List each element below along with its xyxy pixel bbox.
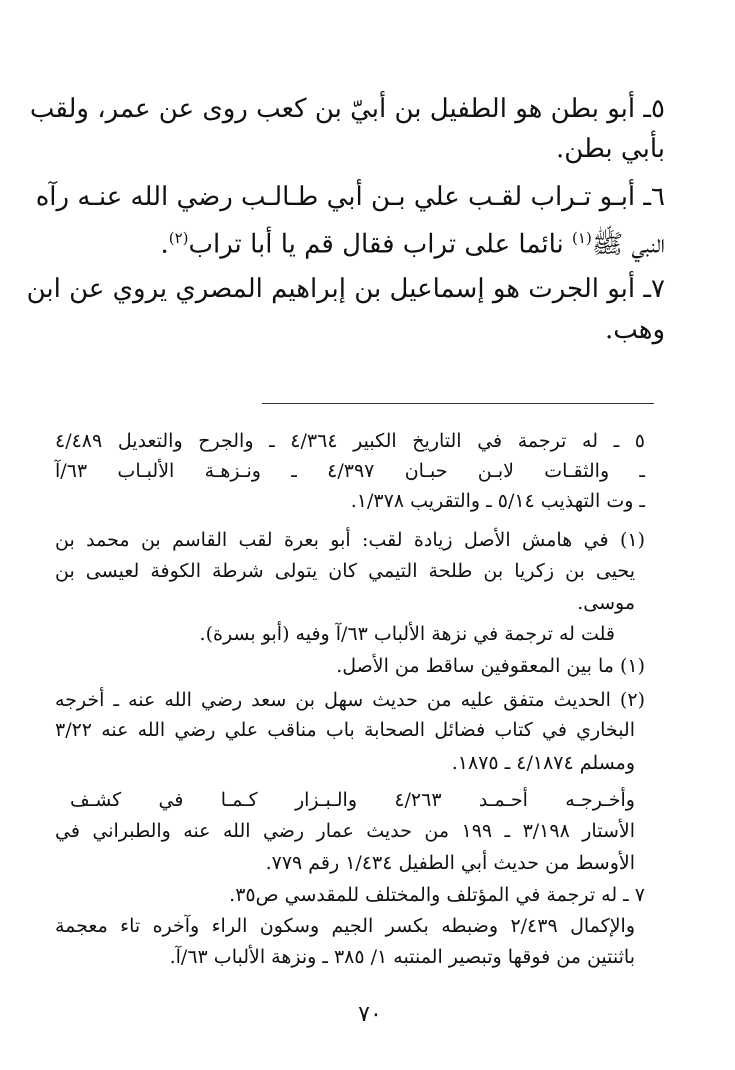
footnote-1a-line-2: يحيى بن زكريا بن طلحة التيمي كان يتولى شرطة الكوفة لعيسى بن (55, 560, 635, 582)
footnote-7-line-3: باثنتين من فوقها وتبصير المنتبه ١/ ٣٨٥ ـ ونزهة الألباب ٦٣/آ. (169, 946, 635, 968)
footnote-2-line-4: وأخـرجـه أحـمـد ٤/٢٦٣ والـبـزار كـمـا في كشـف (70, 789, 635, 811)
footnote-2-line-2: البخاري في كتاب فضائل الصحابة باب مناقب علي رضي الله عنه ٣/٢٢ (55, 719, 635, 741)
entry-6-text-end: . (160, 229, 169, 260)
footnote-2-line-3: ومسلم ٤/١٨٧٤ ـ ١٨٧٥. (451, 752, 635, 774)
entry-5-line-2: بأبي بطن. (556, 134, 665, 164)
footnote-1a-line-4: قلت له ترجمة في نزهة الألباب ٦٣/آ وفيه (أبو بسرة). (199, 623, 615, 645)
page-number: ٧٠ (358, 1002, 382, 1027)
footnote-2-line-1: (٢) الحديث متفق عليه من حديث سهل بن سعد رضي الله عنه ـ أخرجه (55, 689, 645, 711)
footnote-1b-line-1: (١) ما بين المعقوفين ساقط من الأصل. (336, 655, 645, 677)
entry-6-text-b: نائما على تراب فقال قم يا أبا تراب (188, 229, 573, 260)
footnote-1a-line-1: (١) في هامش الأصل زيادة لقب: أبو بعرة لقب القاسم بن محمد بن (55, 529, 645, 551)
footnote-7-line-2: والإكمال ٢/٤٣٩ وضبطه بكسر الجيم وسكون الراء وآخره تاء معجمة (55, 915, 635, 937)
footnote-ref-2: (٢) (168, 229, 189, 247)
footnote-5-line-1: ٥ ـ له ترجمة في التاريخ الكبير ٤/٣٦٤ ـ والجرح والتعديل ٤/٤٨٩ (55, 430, 645, 452)
footnote-7-line-1: ٧ ـ له ترجمة في المؤتلف والمختلف للمقدسي ص٣٥. (229, 884, 645, 906)
entry-5-line-1: ٥ـ أبو بطن هو الطفيل بن أبيّ بن كعب روى عن عمر، ولقب (29, 94, 665, 124)
entry-7-line-2: وهب. (604, 315, 665, 345)
footnote-2-line-5: الأستار ٣/١٩٨ ـ ١٩٩ من حديث عمار رضي الله عنه والطبراني في (55, 820, 635, 842)
entry-6-line-2 (65, 221, 665, 262)
entry-7-line-1: ٧ـ أبو الجرت هو إسماعيل بن إبراهيم المصري يروي عن ابن (26, 274, 665, 304)
footnote-ref-1: (١) (572, 229, 592, 247)
footnote-5-line-2: ـ والثقـات لابـن حبـان ٤/٣٩٧ ـ ونـزهـة الألبـاب ٦٣/آ (55, 460, 646, 482)
footnote-2-line-6: الأوسط من حديث أبي الطفيل ١/٤٣٤ رقم ٧٧٩. (265, 852, 635, 874)
footnote-separator (262, 403, 654, 404)
entry-6-line-1: ٦ـ أبـو تـراب لقـب علي بـن أبي طـالـب رضي الله عنـه رآه (35, 182, 665, 212)
footnote-1a-line-3: موسى. (577, 592, 635, 614)
entry-6-text-a: النبي ﷺ (591, 229, 665, 260)
footnote-5-line-3: ـ وت التهذيب ٥/١٤ ـ والتقريب ١/٣٧٨. (350, 490, 645, 512)
